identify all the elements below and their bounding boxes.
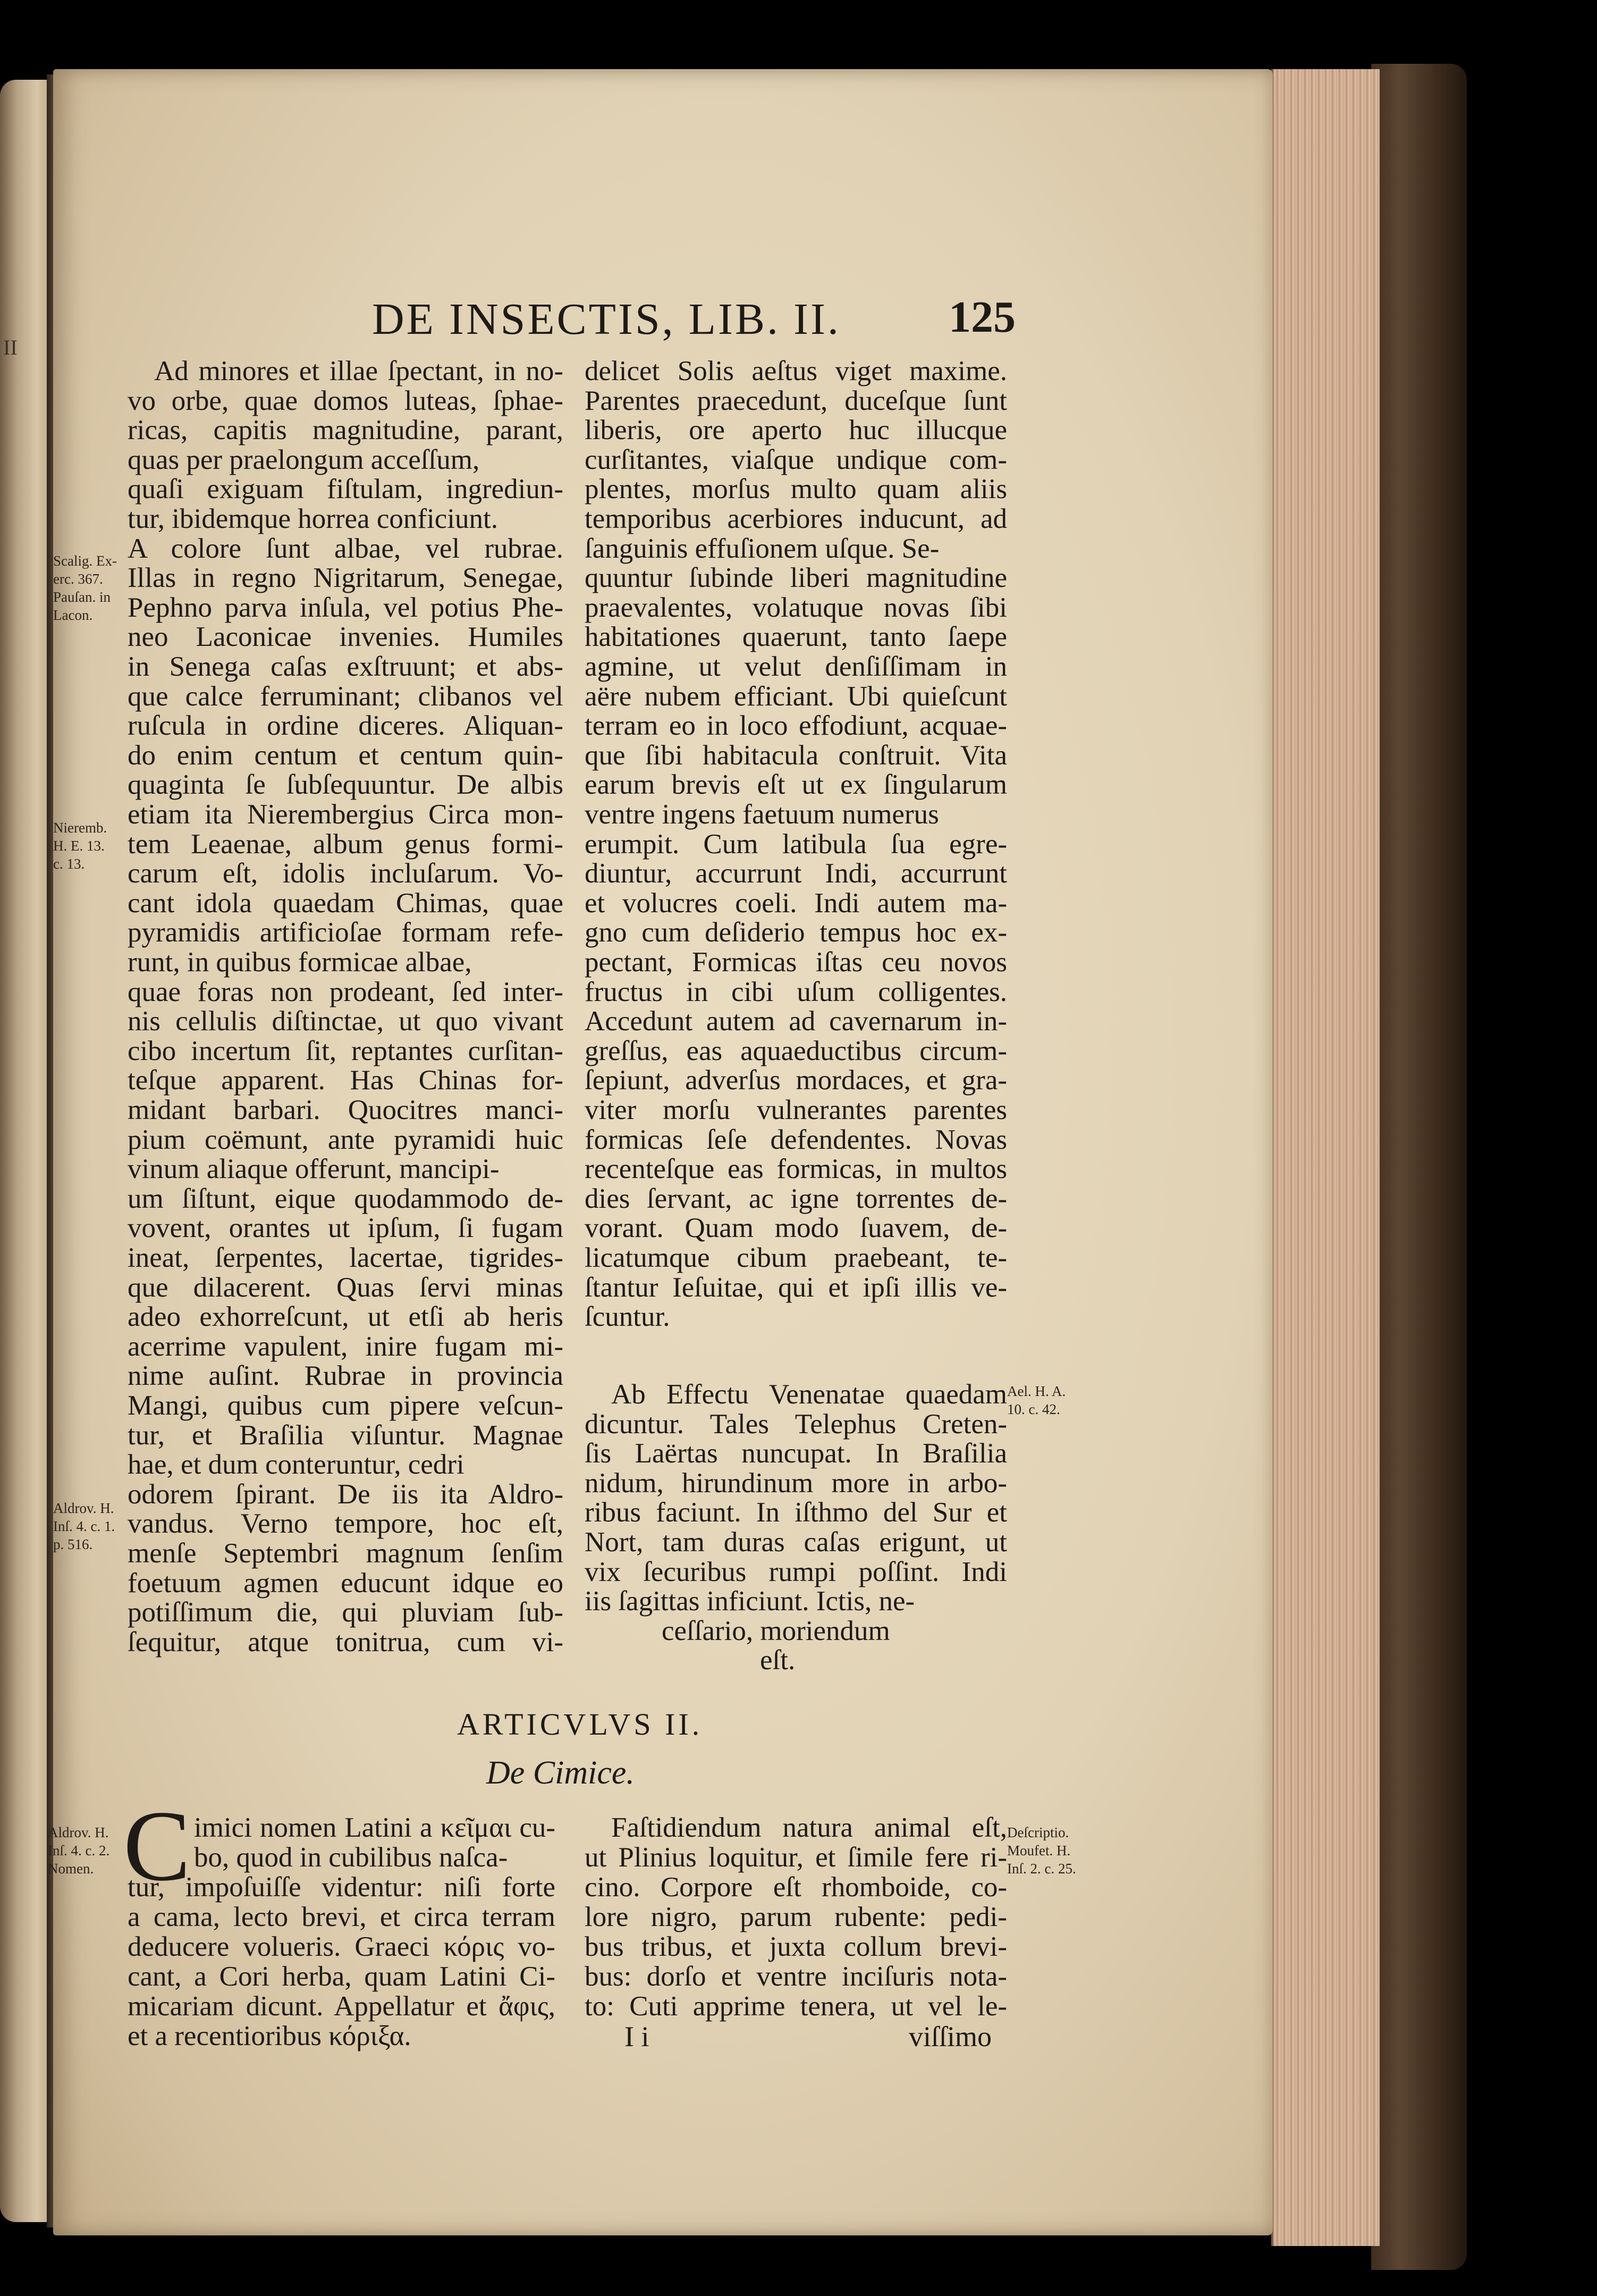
text-line: vorant. Quam modo ſuavem, de- xyxy=(585,1213,1007,1244)
text-line: quuntur ſubinde liberi magnitudine xyxy=(585,562,1007,594)
text-line: Pephno parva inſula, vel potius Phe- xyxy=(128,592,563,623)
text-line: cino. Corpore eſt rhomboide, co- xyxy=(585,1872,1007,1903)
margin-note-descriptio: Deſcriptio. Moufet. H. Inſ. 2. c. 25. xyxy=(1007,1824,1076,1877)
book-cover-edge xyxy=(1371,64,1467,2270)
text-line: a cama, lecto brevi, et circa terram xyxy=(128,1902,555,1932)
text-line: quaſi exiguam fiſtulam, ingrediun- xyxy=(128,474,563,505)
text-line: et a recentioribus κόριξα. xyxy=(128,2021,411,2051)
previous-page-edge xyxy=(0,80,49,2222)
text-line: pium coëmunt, ante pyramidi huic xyxy=(128,1124,563,1155)
text-line: midant barbari. Quocitres manci- xyxy=(128,1095,563,1125)
text-line: ribus faciunt. In iſthmo del Sur et xyxy=(585,1497,1007,1528)
text-line: quas per praelongum acceſſum, xyxy=(128,444,480,475)
text-line: acerrime vapulent, inire fugam mi- xyxy=(128,1331,563,1362)
article-heading: ARTICVLVS II. xyxy=(457,1707,703,1742)
text-line: tur, ibidemque horrea conficiunt. xyxy=(128,503,498,534)
text-line: micariam dicunt. Appellatur et ἄφις, xyxy=(128,1991,555,2022)
text-line: ſis Laërtas nuncupat. In Braſilia xyxy=(585,1438,1007,1469)
text-line: pectant, Formicas iſtas ceu novos xyxy=(585,947,1007,978)
text-line: Mangi, quibus cum pipere veſcun- xyxy=(128,1390,563,1421)
text-line: teſque apparent. Has Chinas for- xyxy=(128,1065,563,1096)
text-line: praevalentes, volatuque novas ſibi xyxy=(585,592,1007,623)
text-line: delicet Solis aeſtus viget maxime. xyxy=(585,356,1007,386)
text-line: imici nomen Latini a κεῖμαι cu- xyxy=(194,1812,555,1843)
text-line: ventre ingens faetuum numerus xyxy=(585,799,939,830)
text-line: deducere volueris. Graeci κόρις vo- xyxy=(128,1931,555,1962)
text-line: nidum, hirundinum more in arbo- xyxy=(585,1467,1007,1499)
text-line: eſt. xyxy=(760,1645,796,1676)
text-line: etiam ita Nierembergius Circa mon- xyxy=(128,799,563,830)
text-line: ſcuntur. xyxy=(585,1301,670,1333)
text-line: que dilacerent. Quas ſervi minas xyxy=(128,1272,563,1303)
text-line: erumpit. Cum latibula ſua egre- xyxy=(585,828,1007,860)
text-line: ut Plinius loquitur, et ſimile fere ri- xyxy=(585,1842,1007,1873)
text-line: Nort, tam duras caſas erigunt, ut xyxy=(585,1527,1007,1558)
previous-page-mark: II xyxy=(3,335,18,359)
text-line: cant, a Cori herba, quam Latini Ci- xyxy=(128,1961,555,1992)
text-line: earum brevis eſt ut ex ſingularum xyxy=(585,769,1007,801)
text-line: nime auſint. Rubrae in provincia xyxy=(128,1360,563,1392)
margin-note-aldrov-2: Aldrov. H. Inſ. 4. c. 2. Nomen. xyxy=(48,1824,110,1877)
text-line: um ſiſtunt, eique quodammodo de- xyxy=(128,1183,563,1214)
text-line: cant idola quaedam Chimas, quae xyxy=(128,887,563,919)
text-line: odorem ſpirant. De iis ita Aldro- xyxy=(128,1478,563,1510)
text-line: lore nigro, parum rubente: pedi- xyxy=(585,1902,1007,1932)
text-line: viter morſu vulnerantes parentes xyxy=(585,1095,1007,1125)
text-line: ricas, capitis magnitudine, parant, xyxy=(128,415,563,446)
text-line: pyramidis artificioſae formam refe- xyxy=(128,917,563,948)
text-line: ineat, ſerpentes, lacertae, tigrides- xyxy=(128,1242,563,1273)
text-line: que ſibi habitacula conſtruit. Vita xyxy=(585,739,1007,771)
text-line: iis ſagittas inficiunt. Ictis, ne- xyxy=(585,1586,915,1617)
text-line: Ad minores et illae ſpectant, in no- xyxy=(154,356,563,386)
text-line: ſtantur Ieſuitae, qui et ipſi illis ve- xyxy=(585,1272,1007,1303)
text-line: vinum aliaque offerunt, mancipi- xyxy=(128,1154,500,1185)
text-line: ſequitur, atque tonitrua, cum vi- xyxy=(128,1626,563,1658)
text-line: ruſcula in ordine diceres. Aliquan- xyxy=(128,710,563,742)
running-header: DE INSECTIS, LIB. II. xyxy=(372,295,841,344)
text-line: aëre nubem efficiant. Ubi quieſcunt xyxy=(585,680,1007,712)
text-line: ceſſario, moriendum xyxy=(662,1615,890,1646)
text-line: do enim centum et centum quin- xyxy=(128,739,563,771)
text-line: vo orbe, quae domos luteas, ſphae- xyxy=(128,385,563,416)
page-number: 125 xyxy=(949,292,1016,342)
margin-note-nieremb: Nieremb. H. E. 13. c. 13. xyxy=(53,820,107,872)
text-line: neo Laconicae invenies. Humiles xyxy=(128,621,563,653)
text-line: adeo exhorreſcunt, ut etſi ab heris xyxy=(128,1301,563,1333)
drop-cap: C xyxy=(123,1790,191,1902)
text-line: to: Cuti apprime tenera, ut vel le- xyxy=(585,1991,1007,2022)
text-line: greſſus, eas aquaeductibus circum- xyxy=(585,1035,1007,1066)
text-line: potiſſimum die, qui pluviam ſub- xyxy=(128,1597,563,1628)
text-line: nis cellulis diſtinctae, ut quo vivant xyxy=(128,1006,563,1037)
book-fore-edge xyxy=(1271,69,1380,2246)
margin-note-aldrov-1: Aldrov. H. Inſ. 4. c. 1. p. 516. xyxy=(53,1500,115,1552)
text-line: dicuntur. Tales Telephus Creten- xyxy=(585,1408,1007,1440)
text-line: terram eo in loco effodiunt, acquae- xyxy=(585,710,1007,742)
text-line: bus: dorſo et ventre inciſuris nota- xyxy=(585,1961,1007,1992)
text-line: carum eſt, idolis incluſarum. Vo- xyxy=(128,858,563,889)
text-line: agmine, ut velut denſiſſimam in xyxy=(585,651,1007,682)
margin-note-scaliger: Scalig. Ex- erc. 367. Pauſan. in Lacon. xyxy=(53,553,117,623)
text-line: gno cum deſiderio tempus hoc ex- xyxy=(585,917,1007,948)
text-line: Parentes praecedunt, duceſque ſunt xyxy=(585,385,1007,416)
text-line: diuntur, accurrunt Indi, accurrunt xyxy=(585,858,1007,889)
text-line: Accedunt autem ad cavernarum in- xyxy=(585,1006,1007,1037)
text-line: dies ſervant, ac igne torrentes de- xyxy=(585,1183,1007,1214)
text-line: ſepiunt, adverſus mordaces, et gra- xyxy=(585,1065,1007,1096)
article-subtitle: De Cimice. xyxy=(486,1755,635,1791)
text-line: foetuum agmen educunt idque eo xyxy=(128,1567,563,1599)
text-line: plentes, morſus multo quam aliis xyxy=(585,474,1007,505)
margin-note-aelian: Ael. H. A. 10. c. 42. xyxy=(1007,1383,1066,1417)
text-line: formicas ſeſe defendentes. Novas xyxy=(585,1124,1007,1155)
text-line: fructus in cibi uſum colligentes. xyxy=(585,976,1007,1007)
text-line: recenteſque eas formicas, in multos xyxy=(585,1154,1007,1185)
text-line: tur, impoſuiſſe videntur: niſi forte xyxy=(128,1872,555,1903)
text-line: runt, in quibus formicae albae, xyxy=(128,947,472,978)
text-line: quaginta ſe ſubſequuntur. De albis xyxy=(128,769,563,801)
text-line: A colore ſunt albae, vel rubrae. xyxy=(128,533,563,564)
text-line: menſe Septembri magnum ſenſim xyxy=(128,1538,563,1569)
text-line: temporibus acerbiores inducunt, ad xyxy=(585,503,1007,534)
text-line: tem Leaenae, album genus formi- xyxy=(128,828,563,860)
text-line: vix ſecuribus rumpi poſſint. Indi xyxy=(585,1556,1007,1587)
text-line: habitationes quaerunt, tanto ſaepe xyxy=(585,621,1007,653)
catchword: viſſimo xyxy=(909,2021,992,2053)
text-line: in Senega caſas exſtruunt; et abs- xyxy=(128,651,563,682)
text-line: curſitantes, viaſque undique com- xyxy=(585,444,1007,475)
text-line: tur, et Braſilia viſuntur. Magnae xyxy=(128,1419,563,1451)
text-line: liberis, ore aperto huc illucque xyxy=(585,415,1007,446)
text-line: vovent, orantes ut ipſum, ſi fugam xyxy=(128,1213,563,1244)
text-line: quae foras non prodeant, ſed inter- xyxy=(128,976,563,1007)
text-line: licatumque cibum praebeant, te- xyxy=(585,1242,1007,1273)
text-line: hae, et dum conteruntur, cedri xyxy=(128,1449,464,1481)
text-line: que calce ferruminant; clibanos vel xyxy=(128,680,563,712)
text-line: bo, quod in cubilibus naſca- xyxy=(194,1842,508,1873)
signature-mark: I i xyxy=(624,2021,649,2053)
text-line: Illas in regno Nigritarum, Senegae, xyxy=(128,562,563,594)
text-line: Faſtidiendum natura animal eſt, xyxy=(611,1812,1007,1843)
text-line: cibo incertum ſit, reptantes curſitan- xyxy=(128,1035,563,1066)
text-line: vandus. Verno tempore, hoc eſt, xyxy=(128,1508,563,1540)
text-line: bus tribus, et juxta collum brevi- xyxy=(585,1931,1007,1962)
text-line: ſanguinis effuſionem uſque. Se- xyxy=(585,533,940,564)
text-line: et volucres coeli. Indi autem ma- xyxy=(585,887,1007,919)
text-line: Ab Effectu Venenatae quaedam xyxy=(611,1379,1007,1410)
